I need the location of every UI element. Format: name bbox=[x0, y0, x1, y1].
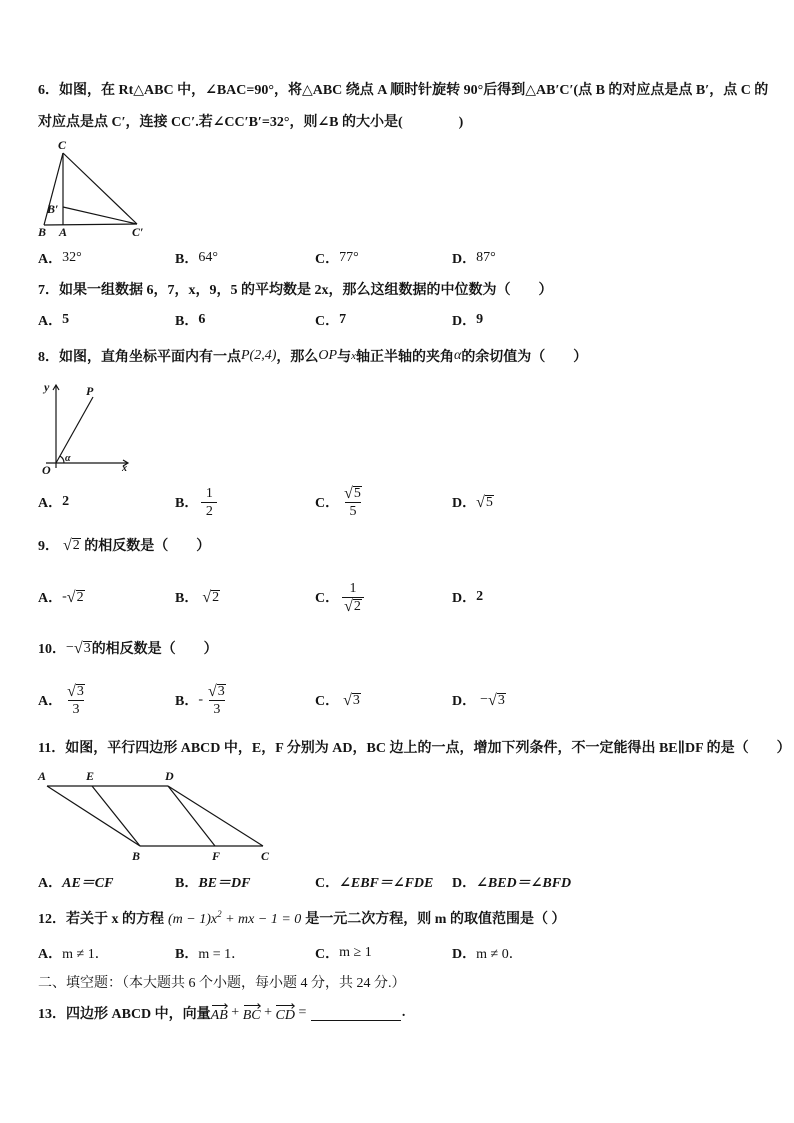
question-8-stem bbox=[38, 346, 587, 366]
radicand: 3 bbox=[352, 692, 360, 708]
option-text: ∠BED＝∠BFD bbox=[476, 876, 572, 891]
radicand: 2 bbox=[76, 589, 84, 605]
option-letter: D． bbox=[452, 314, 477, 329]
question-10-text: 的相反数是（ ） bbox=[91, 642, 218, 657]
question-8-number: 8． bbox=[38, 350, 59, 365]
fraction-denominator: 3 bbox=[209, 700, 225, 718]
radicand: 5 bbox=[353, 485, 361, 501]
question-11-options bbox=[38, 872, 632, 892]
question-7-option-c bbox=[315, 310, 452, 330]
option-letter: B． bbox=[175, 314, 199, 329]
option-letter: D． bbox=[452, 591, 477, 606]
question-8-option-a bbox=[38, 492, 175, 512]
option-text: 64° bbox=[198, 250, 218, 265]
question-8-text-a: 如图，直角坐标平面内有一点 bbox=[59, 350, 241, 365]
question-10-number: 10． bbox=[38, 642, 66, 657]
question-10-stem bbox=[38, 636, 218, 660]
question-7-option-d bbox=[452, 310, 632, 330]
question-12-text-a: 若关于 x 的方程 bbox=[66, 912, 164, 927]
label-alpha: α bbox=[65, 453, 71, 464]
segment-be bbox=[92, 786, 140, 846]
question-11-text: 如图，平行四边形 ABCD 中，E，F 分别为 AD，BC 边上的一点，增加下列条件，不一定能得出 BE∥DF 的是（ ） bbox=[65, 741, 791, 756]
square-root bbox=[63, 537, 81, 554]
option-text: m ≥ 1 bbox=[339, 945, 372, 960]
option-text: 6 bbox=[198, 312, 206, 327]
question-12-options bbox=[38, 943, 632, 963]
option-letter: C． bbox=[315, 591, 340, 606]
question-11-option-a bbox=[38, 872, 175, 892]
option-letter: A． bbox=[38, 876, 63, 891]
option-letter: A． bbox=[38, 496, 63, 511]
option-letter: A． bbox=[38, 591, 63, 606]
question-7-option-a bbox=[38, 310, 175, 330]
question-9-option-a bbox=[38, 587, 175, 607]
question-11-option-d bbox=[452, 872, 632, 892]
fraction-denominator: 5 bbox=[345, 502, 361, 520]
question-9-text: 的相反数是（ ） bbox=[80, 539, 211, 554]
question-12-option-c bbox=[315, 943, 452, 963]
radical-sign-icon: √ bbox=[344, 484, 353, 502]
radicand: 5 bbox=[485, 494, 493, 510]
question-12-option-b bbox=[175, 943, 315, 963]
option-text: 32° bbox=[62, 250, 82, 265]
option-letter: B． bbox=[175, 876, 199, 891]
radicand: 3 bbox=[217, 683, 225, 699]
answer-blank bbox=[311, 1006, 401, 1021]
label-y: y bbox=[44, 380, 50, 394]
question-13-number: 13． bbox=[38, 1007, 66, 1022]
equation-left: (m − 1)x bbox=[168, 911, 218, 927]
question-9-options bbox=[38, 577, 632, 617]
fraction-numerator: 1 bbox=[349, 580, 357, 596]
option-text: 7 bbox=[339, 312, 347, 327]
option-letter: C． bbox=[315, 694, 340, 709]
question-7-option-b bbox=[175, 310, 315, 330]
minus-sign: − bbox=[66, 640, 74, 655]
question-10-option-c bbox=[315, 690, 452, 710]
side-dc bbox=[168, 786, 263, 846]
segment-b-prime-c-prime bbox=[63, 207, 137, 224]
square-root bbox=[67, 683, 85, 700]
question-9-number: 9． bbox=[38, 539, 59, 554]
fraction-numerator: 1 bbox=[205, 485, 213, 501]
fraction-numerator bbox=[65, 683, 87, 700]
question-8-option-c bbox=[315, 485, 452, 520]
vector-bc: BC bbox=[243, 1003, 261, 1023]
option-text: m ≠ 0． bbox=[476, 947, 523, 962]
fraction bbox=[65, 683, 87, 718]
question-11-option-c bbox=[315, 872, 452, 892]
equals-sign: = bbox=[294, 1005, 310, 1020]
fraction bbox=[201, 485, 217, 520]
option-letter: D． bbox=[452, 947, 477, 962]
option-letter: D． bbox=[452, 252, 477, 267]
question-6-option-d bbox=[452, 248, 632, 268]
question-6-option-a bbox=[38, 248, 175, 268]
radicand: 3 bbox=[76, 683, 84, 699]
radical-sign-icon: √ bbox=[476, 493, 485, 511]
question-11-figure bbox=[34, 766, 274, 864]
question-12-option-d bbox=[452, 943, 632, 963]
radical-sign-icon: √ bbox=[343, 691, 352, 709]
option-text: 2 bbox=[476, 589, 484, 604]
radical-sign-icon: √ bbox=[488, 691, 497, 709]
fraction bbox=[206, 683, 228, 718]
question-10-options bbox=[38, 680, 632, 720]
question-9-stem bbox=[38, 533, 210, 557]
question-9-option-d bbox=[452, 587, 632, 607]
axis-x: x bbox=[351, 350, 356, 362]
question-10-option-d bbox=[452, 690, 632, 710]
option-text: 77° bbox=[339, 250, 359, 265]
option-text: 2 bbox=[62, 494, 70, 509]
minus-sign: − bbox=[480, 692, 489, 707]
question-11-option-b bbox=[175, 872, 315, 892]
radicand: 3 bbox=[83, 640, 91, 656]
square-root bbox=[67, 589, 85, 606]
point-p: P(2,4) bbox=[241, 348, 277, 363]
question-11-stem bbox=[38, 737, 791, 757]
question-7-text: 如果一组数据 6，7，x，9，5 的平均数是 2x，那么这组数据的中位数为（ ） bbox=[59, 283, 553, 298]
question-13-stem bbox=[38, 1000, 405, 1026]
question-6-option-b bbox=[175, 248, 315, 268]
option-text: m ≠ 1． bbox=[62, 947, 109, 962]
question-6-text: 如图，在 Rt△ABC 中，∠BAC=90°，将△ABC 绕点 A 顺时针旋转 90°后得到△AB′C′(点 B 的对应点是点 B′，点 C 的对应点是点 C′，连接 CC′.若∠CC′B′=32°，则∠B 的大小是( ) bbox=[38, 83, 769, 130]
question-6-figure bbox=[35, 139, 150, 239]
question-6-number: 6． bbox=[38, 83, 59, 98]
option-letter: C． bbox=[315, 947, 340, 962]
segment-cc-prime bbox=[63, 153, 137, 224]
radical-sign-icon: √ bbox=[208, 682, 217, 700]
question-6-options bbox=[38, 248, 632, 268]
radical-sign-icon: √ bbox=[67, 682, 76, 700]
ray-op bbox=[56, 397, 93, 463]
plus-sign: + bbox=[260, 1005, 276, 1020]
label-c: C bbox=[58, 139, 67, 152]
option-text: 5 bbox=[62, 312, 70, 327]
equation-right: + mx − 1 = 0 bbox=[221, 911, 302, 927]
option-letter: A． bbox=[38, 947, 63, 962]
question-10-option-a bbox=[38, 683, 175, 718]
option-letter: D． bbox=[452, 694, 477, 709]
radical-sign-icon: √ bbox=[73, 639, 83, 657]
option-letter: B． bbox=[175, 694, 199, 709]
label-a: A bbox=[38, 769, 47, 783]
square-root bbox=[476, 494, 494, 511]
equation-exponent: 2 bbox=[217, 908, 222, 919]
question-12-stem bbox=[38, 906, 565, 930]
option-letter: A． bbox=[38, 694, 63, 709]
label-b: B bbox=[38, 225, 47, 239]
option-letter: B． bbox=[175, 252, 199, 267]
label-o: O bbox=[42, 463, 51, 475]
question-13-end: . bbox=[401, 1005, 406, 1020]
equation bbox=[168, 909, 301, 928]
fraction-denominator: 2 bbox=[201, 502, 217, 520]
label-c: C bbox=[261, 849, 270, 863]
vector-cd: CD bbox=[275, 1003, 294, 1023]
question-8-text-e: 的余切值为（ ） bbox=[461, 350, 588, 365]
side-ab bbox=[47, 786, 140, 846]
fraction-denominator bbox=[342, 597, 364, 615]
vector-ab: AB bbox=[211, 1003, 228, 1023]
square-root bbox=[344, 485, 362, 502]
question-6-option-c bbox=[315, 248, 452, 268]
fraction-numerator bbox=[342, 485, 364, 502]
question-11-number: 11． bbox=[38, 741, 66, 756]
question-10-option-b bbox=[175, 683, 315, 718]
question-8-option-d bbox=[452, 492, 632, 512]
square-root bbox=[202, 589, 220, 606]
radical-sign-icon: √ bbox=[344, 597, 353, 615]
radicand: 2 bbox=[353, 598, 361, 614]
square-root bbox=[343, 692, 361, 709]
question-13-text: 四边形 ABCD 中，向量 bbox=[66, 1007, 211, 1022]
angle-arc bbox=[60, 456, 64, 463]
question-12-option-a bbox=[38, 943, 175, 963]
question-8-text-b: ，那么 bbox=[276, 350, 319, 365]
option-text: m = 1． bbox=[198, 947, 246, 962]
option-letter: C． bbox=[315, 252, 340, 267]
option-letter: C． bbox=[315, 876, 340, 891]
label-c-prime: C′ bbox=[132, 225, 144, 239]
option-text: AE＝CF bbox=[62, 876, 114, 891]
option-letter: C． bbox=[315, 496, 340, 511]
radical-sign-icon: √ bbox=[202, 588, 212, 606]
radical-sign-icon: √ bbox=[66, 588, 76, 606]
question-9-option-b bbox=[175, 587, 315, 607]
label-e: E bbox=[86, 769, 95, 783]
square-root bbox=[344, 598, 362, 615]
fraction-denominator: 3 bbox=[68, 700, 84, 718]
square-root bbox=[488, 692, 506, 709]
option-letter: A． bbox=[38, 252, 63, 267]
question-9-option-c bbox=[315, 580, 452, 615]
fraction-numerator bbox=[206, 683, 228, 700]
option-letter: B． bbox=[175, 496, 199, 511]
option-text: 87° bbox=[476, 250, 496, 265]
minus-sign: - bbox=[198, 692, 204, 707]
question-12-text-b: 是一元二次方程，则 m 的取值范围是（ ） bbox=[305, 912, 566, 927]
option-letter: C． bbox=[315, 314, 340, 329]
label-x: x bbox=[122, 463, 127, 474]
question-8-options bbox=[38, 482, 632, 522]
question-8-text-c: 与 bbox=[337, 350, 352, 365]
radicand: 3 bbox=[497, 692, 505, 708]
fraction bbox=[342, 485, 364, 520]
option-letter: D． bbox=[452, 496, 477, 511]
angle-alpha: α bbox=[453, 348, 462, 363]
option-letter: B． bbox=[175, 947, 199, 962]
question-6-stem bbox=[38, 75, 778, 139]
square-root bbox=[74, 640, 92, 657]
label-d: D bbox=[165, 769, 174, 783]
radical-sign-icon: √ bbox=[63, 536, 72, 554]
question-8-figure bbox=[36, 380, 136, 475]
option-text: ∠EBF＝∠FDE bbox=[339, 876, 434, 891]
label-b-prime: B′ bbox=[47, 202, 59, 216]
label-p: P bbox=[86, 384, 94, 398]
plus-sign: + bbox=[227, 1005, 243, 1020]
segment-bc-prime bbox=[44, 224, 137, 225]
option-letter: D． bbox=[452, 876, 477, 891]
option-letter: A． bbox=[38, 314, 63, 329]
segment-df bbox=[168, 786, 215, 846]
label-f: F bbox=[212, 849, 221, 863]
question-7-number: 7． bbox=[38, 283, 59, 298]
option-letter: B． bbox=[175, 591, 199, 606]
fraction bbox=[342, 580, 364, 615]
segment-op: OP bbox=[318, 348, 338, 363]
label-a: A bbox=[59, 225, 68, 239]
question-7-stem bbox=[38, 279, 553, 299]
option-text: 9 bbox=[476, 312, 484, 327]
question-8-option-b bbox=[175, 485, 315, 520]
section-2-title: 二、填空题：（本大题共 6 个小题，每小题 4 分，共 24 分.） bbox=[38, 976, 406, 991]
square-root bbox=[208, 683, 226, 700]
question-12-number: 12． bbox=[38, 912, 66, 927]
option-text: BE＝DF bbox=[198, 876, 251, 891]
radicand: 2 bbox=[212, 589, 220, 605]
label-b: B bbox=[132, 849, 141, 863]
radicand: 2 bbox=[72, 537, 80, 553]
question-8-text-d: 轴正半轴的夹角 bbox=[355, 350, 454, 365]
minus-sign: - bbox=[62, 589, 67, 604]
question-7-options bbox=[38, 310, 632, 330]
